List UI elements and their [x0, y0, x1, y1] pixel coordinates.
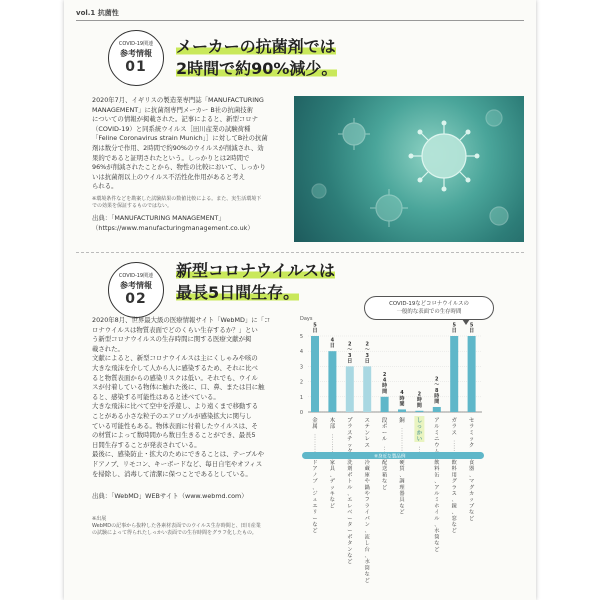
example-label: 家 [329, 460, 336, 466]
bar-value-label: 間 [434, 398, 440, 405]
bar-value-label: 5 [313, 322, 317, 329]
example-label: な [434, 540, 440, 547]
example-label: 用 [451, 472, 457, 479]
example-label: イ [364, 509, 370, 516]
example-label: 水 [434, 528, 440, 535]
category-label: ン [364, 430, 370, 437]
bar-value-label: 2 [382, 372, 387, 378]
example-label: ト [347, 478, 353, 485]
example-label: 飲 [451, 460, 457, 466]
bar-value-label: 間 [399, 401, 405, 408]
headline-line2: 最長5日間生存。 [176, 283, 300, 302]
example-label: し [364, 540, 370, 547]
bar-value-label: 日 [469, 328, 475, 334]
survival-time-chart [64, 0, 536, 600]
example-label: 送 [381, 466, 388, 473]
category-label: ク [468, 442, 475, 449]
section2-source: 出典：「WebMD」WEBサイト（www.webmd.com） [92, 492, 248, 500]
example-label: 料 [434, 466, 440, 473]
example-label: 筒 [434, 534, 440, 541]
category-label: ル [434, 424, 440, 431]
chart-bar [363, 366, 371, 412]
example-label: ホ [434, 503, 440, 510]
bar-value-label: 5 [452, 322, 456, 329]
bar-value-label: 時 [399, 395, 405, 402]
page-header-label: vol.1 抗菌性 [76, 9, 119, 17]
category-label: 部 [329, 424, 336, 431]
bar-value-label: 日 [364, 358, 370, 365]
example-label: 箱 [381, 472, 388, 479]
category-label: レ [364, 436, 370, 443]
headline-line2: 2時間で約90%減少。 [176, 59, 338, 78]
example-label: ル [434, 515, 440, 522]
y-tick-label: 5 [299, 334, 303, 340]
example-label: リ [312, 509, 318, 516]
example-label: 、 [451, 497, 457, 504]
example-label: キ [329, 491, 336, 497]
example-label: パ [364, 515, 370, 522]
example-label: カ [468, 491, 475, 497]
category-label: ス [364, 442, 370, 449]
y-tick-label: 4 [299, 349, 303, 356]
badge-category: COVID-19関連 [118, 273, 154, 279]
bar-value-label: 8 [435, 387, 439, 394]
y-axis-label: Days [300, 316, 313, 322]
example-label: 窓 [451, 515, 457, 522]
example-label: 、 [364, 528, 370, 535]
bar-value-label: 間 [416, 402, 422, 409]
category-label: か [416, 430, 423, 437]
example-label: 、 [329, 472, 336, 479]
example-label: 鍋 [364, 484, 370, 491]
badge-label: 参考情報 [120, 49, 152, 58]
example-label: ど [329, 503, 336, 510]
highlight-marker [414, 416, 424, 442]
section1-body: 2020年7月、イギリスの製造業専門誌「MANUFACTURING MANAGEMENT」に抗菌剤専門メーカー B社の抗菌技術 についての情報が掲載された。記事によると、新型コロナ （COVID-19）と同系統ウイルス［田川産業の試験荷種 「Feline Coronavirus strain Munich」］に対してB社の抗菌 剤は数分で作用、2時間で約90%のウイルスが削減され、効 果的であると証明されたという。しっかりとは2時間で 96%が削減されたことから、物性の比較において、しっかり いは抗菌剤以上のウイルス不活性化作用があると考え られる。 [92, 96, 268, 191]
category-label: い [416, 436, 423, 443]
example-label: マ [468, 478, 475, 485]
example-label: 具 [399, 497, 405, 504]
example-label: ボ [347, 472, 353, 479]
y-tick-label: 0 [299, 410, 303, 416]
bar-value-label: 3 [365, 352, 369, 359]
example-label: ド [312, 460, 318, 466]
example-label: ど [451, 528, 457, 535]
example-label: や [364, 491, 370, 497]
category-label: 属 [312, 424, 318, 431]
example-label: ミ [434, 497, 440, 504]
category-label: ラ [347, 424, 353, 431]
category-label: ス [364, 418, 370, 424]
category-label: ガ [451, 418, 457, 424]
example-label: ラ [451, 484, 457, 491]
section2-body: 2020年8月、世界最大級の医療情報サイト「WebMD」に「コ ロナウイルスは物質表面でどのくらい生存するか？」とい う新型コロナウイルスの生存時間に関する医療文献が掲 載された。 文献によると、新型コロナウイルスは主にくしゃみや咳の 大きな飛沫を介して人から人に感染するため、それに比べ ると物質表面からの感染リスクは低い。それでも、ウイル スが付着している物体に触れた後に、口、鼻、または目に触 ると、感染する可能性はあると述べている。 大きな飛沫に比べて空中を浮遊し、より遠くまで移動する ことがある小さな粒子のエアロゾルが感染拡大に関与し ている可能性もある。物体表面に付着したウイルスは、そ の材質によって数時間から数日生きることができ、最長5 日間生存することが発表されている。 最後に、感染防止・拡大のためにできることは、テーブルや ドアノブ、リモコン、キーボードなど、毎日自宅やオフィス を掃除し、消毒して清潔に保つことであるとしている。 [92, 316, 271, 478]
example-label: な [468, 509, 475, 516]
category-label: ー [381, 430, 388, 437]
example-label: ボ [347, 534, 353, 541]
example-label: グ [451, 478, 457, 485]
category-label: ラ [468, 424, 475, 431]
example-label: ラ [364, 503, 370, 510]
example-label: ア [312, 466, 318, 473]
example-label: デ [329, 478, 336, 485]
category-label: し [416, 418, 423, 424]
example-label: 調 [399, 478, 405, 485]
bar-value-label: 日 [329, 343, 335, 350]
example-label: ど [468, 515, 475, 522]
example-label: 配 [381, 460, 388, 466]
example-label: フ [364, 497, 370, 504]
example-label: 剤 [347, 466, 353, 473]
example-label: ど [364, 577, 370, 584]
example-label: 缶 [434, 472, 440, 479]
example-label: エ [312, 503, 318, 510]
headline-line1: メーカーの抗菌剤では [176, 37, 336, 56]
example-label: 器 [468, 466, 475, 473]
category-label: ス [347, 430, 353, 437]
bar-value-label: 日 [347, 358, 353, 365]
chart-bar [415, 411, 423, 412]
example-label: ど [312, 528, 318, 535]
category-label: 木 [329, 418, 336, 424]
example-label: ン [347, 546, 353, 553]
example-label: な [364, 571, 370, 578]
example-label: イ [434, 509, 440, 516]
example-label: 、 [451, 509, 457, 516]
bar-value-label: 2 [348, 341, 352, 348]
example-label: 台 [364, 546, 370, 553]
category-label: ウ [434, 442, 440, 449]
example-label: 冷 [364, 460, 370, 466]
category-label: っ [416, 424, 423, 431]
bar-value-label: 時 [382, 383, 388, 390]
example-label: グ [468, 484, 475, 491]
example-label: 飲 [434, 460, 440, 466]
example-label: 鏡 [451, 503, 457, 510]
example-label: 、 [468, 472, 475, 479]
example-label: ッ [329, 484, 336, 491]
category-label: ラ [451, 424, 457, 431]
category-label: ミ [434, 430, 440, 437]
bar-value-label: 間 [382, 388, 388, 395]
example-label: ベ [347, 509, 353, 516]
category-label: ッ [468, 436, 475, 443]
example-label: 水 [364, 559, 370, 566]
example-label: ル [347, 484, 353, 491]
example-label: 料 [451, 466, 457, 473]
category-label: テ [364, 424, 370, 431]
example-label: や [364, 478, 370, 485]
y-tick-label: 1 [299, 394, 303, 401]
bar-value-label: 4 [400, 390, 404, 397]
example-label: ン [364, 522, 370, 528]
example-label: ど [399, 509, 405, 516]
example-label: ノ [312, 472, 318, 479]
example-label: 食 [468, 460, 475, 466]
y-tick-label: 3 [299, 364, 303, 371]
example-label: ブ [312, 478, 318, 485]
example-label: ー [347, 528, 353, 535]
category-label: ッ [347, 442, 353, 449]
badge-number: 01 [125, 59, 147, 75]
chart-bar [398, 409, 406, 412]
chart-bar [468, 336, 476, 412]
category-label: ル [381, 436, 388, 443]
bar-value-label: 2 [417, 391, 422, 398]
category-label: ボ [381, 424, 388, 431]
bar-value-label: 4 [330, 337, 335, 344]
example-label: 貨 [399, 466, 405, 473]
example-label: 洗 [347, 460, 353, 466]
example-label: 庫 [364, 472, 370, 479]
bar-value-label: 5 [469, 322, 474, 329]
examples-band-label: ※身近な製品例 [374, 454, 406, 460]
category-label: 段 [381, 418, 388, 424]
bar-value-label: 日 [312, 328, 318, 334]
example-label: 流 [364, 534, 370, 541]
bar-value-label: 2 [365, 341, 369, 348]
category-label: プ [347, 418, 353, 424]
example-label: な [381, 478, 388, 485]
section2-footnote: ※出展 WebMDの記事から抜粋した各素材表面でのウイルス生存時間と、田川産業 の試験によって得られたしっかい表面での生存時間をグラフ化したもの。 [92, 516, 261, 536]
bar-value-label: 〜 [347, 347, 353, 354]
example-label: レ [347, 503, 353, 510]
section1-source: 出典：「MANUFACTURING MANAGEMENT」 （https://www.manufacturingmanagement.co.uk） [92, 214, 254, 232]
magazine-page [64, 0, 536, 600]
y-tick-label: 2 [299, 379, 303, 386]
category-label: 金 [312, 418, 318, 424]
chart-callout-text: COVID-19などコロナウイルスの 一般的な表面での生存時間 [389, 301, 469, 315]
example-label: プ [468, 503, 475, 510]
example-label: な [329, 497, 336, 504]
example-label: な [451, 522, 457, 528]
section1-note: ※環境条件などを勘案した試験結果の数値比較による。また、実生活環境下 での効果を保証するものではない。 [92, 196, 262, 209]
category-label: ミ [468, 430, 475, 437]
category-label: ス [451, 430, 457, 437]
example-label: 、 [364, 553, 370, 559]
category-label: セ [468, 418, 475, 424]
bar-value-label: 時 [434, 393, 440, 400]
badge-category: COVID-19関連 [118, 41, 154, 47]
example-label: ジ [312, 491, 318, 497]
example-label: 器 [399, 491, 405, 497]
example-label: な [347, 553, 353, 559]
example-label: ュ [312, 497, 318, 504]
bar-value-label: 〜 [364, 347, 370, 354]
example-label: な [312, 522, 318, 528]
example-label: エ [347, 497, 353, 504]
headline-line1: 新型コロナウイルスは [176, 261, 336, 280]
bar-value-label: 〜 [434, 382, 440, 389]
badge-number: 02 [125, 291, 147, 307]
example-label: ー [312, 515, 318, 522]
badge-label: 参考情報 [120, 281, 152, 290]
example-label: 、 [434, 478, 440, 485]
example-label: 蔵 [364, 466, 370, 473]
example-label: ア [434, 484, 440, 491]
chart-bar [311, 336, 319, 412]
chart-bar [346, 366, 354, 412]
category-label: ニ [434, 436, 440, 443]
category-label: ア [434, 418, 440, 424]
example-label: タ [347, 522, 353, 528]
bar-value-label: 時 [416, 397, 422, 404]
example-label: タ [347, 540, 353, 547]
category-label: チ [347, 436, 353, 443]
example-label: ど [434, 546, 440, 553]
example-label: 具 [329, 466, 336, 473]
bar-value-label: 4 [382, 377, 387, 384]
chart-bar [381, 397, 389, 412]
example-label: ど [381, 484, 388, 491]
example-label: ッ [468, 497, 475, 504]
bar-value-label: 日 [451, 328, 457, 334]
example-label: ど [347, 559, 353, 566]
example-label: ー [347, 515, 353, 522]
example-label: 、 [434, 522, 440, 528]
chart-bar [328, 351, 336, 412]
chart-bar [450, 336, 458, 412]
example-label: 理 [399, 484, 405, 491]
bar-value-label: 3 [348, 352, 352, 359]
example-label: 硬 [399, 460, 405, 466]
example-label: 、 [312, 484, 318, 491]
example-label: 筒 [364, 565, 370, 572]
category-label: 銅 [399, 418, 405, 424]
bar-value-label: 2 [435, 376, 439, 383]
example-label: 、 [347, 491, 353, 497]
example-label: ス [451, 491, 457, 497]
example-label: な [399, 503, 405, 510]
example-label: 、 [399, 472, 405, 479]
example-label: ル [434, 491, 440, 497]
chart-bar [433, 407, 441, 412]
